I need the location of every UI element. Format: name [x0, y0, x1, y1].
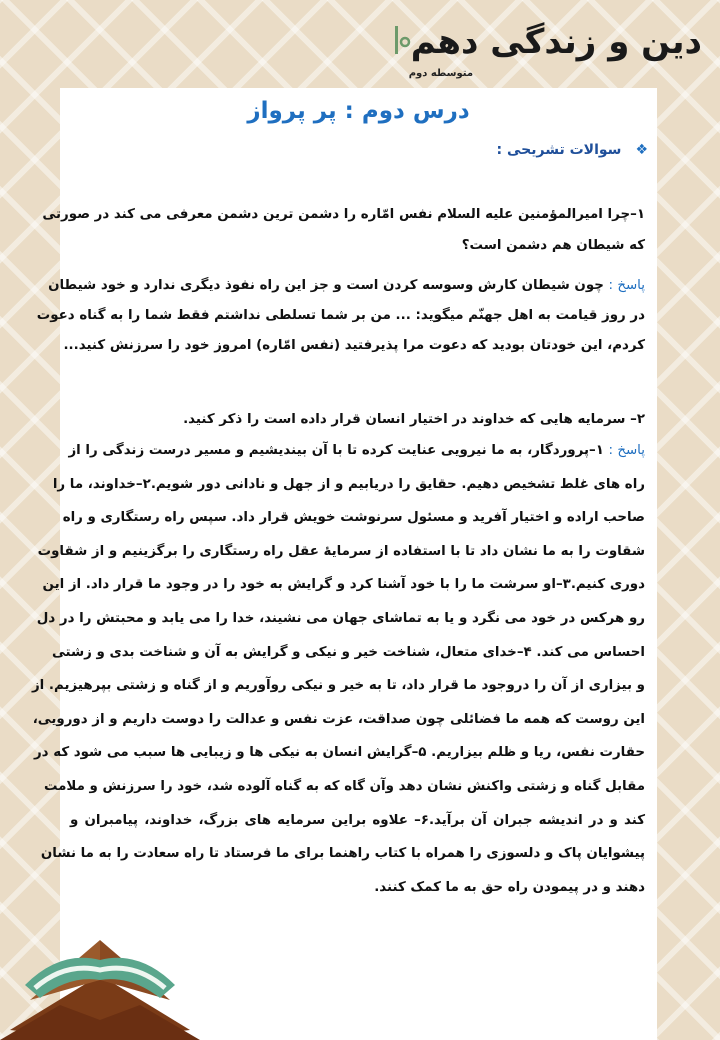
section-heading-text: سوالات تشریحی :: [496, 142, 622, 158]
answer-2: پیشوایان پاک و دلسوزی را همراه با کتاب راهنما برای ما فرستاد تا راه سعادت را به ما نشان: [40, 846, 645, 861]
answer-2: این روست که همه ما فضائلی چون صداقت، عزت نفس و عدالت را دوست داریم و از دورویی،: [32, 712, 645, 727]
logo-subtext: متوسطه دوم: [408, 68, 474, 79]
answer-1: کردم، این خودتان بودید که دعوت مرا پذیرفتید (نفس امّاره) امروز خود را سرزنش کنید...: [63, 338, 645, 353]
answer-2: مقابل گناه و زشتی واکنش نشان دهد وآن گاه که به گناه آلوده شد، خود را سرزنش و ملامت: [43, 779, 645, 794]
answer-2: شقاوت را به ما نشان داد تا با استفاده از سرمایهٔ عقل راه رستگاری را برگزینیم و از شقاوت: [37, 544, 645, 559]
answer-text: ۱–پروردگار، به ما نیرویی عنایت کرده تا با آن بیندیشیم و مسیر درست زندگی را از: [68, 443, 604, 458]
question-1: ۱–چرا امیرالمؤمنین علیه السلام نفس امّاره را دشمن ترین دشمن معرفی می کند در صورتی: [42, 207, 645, 222]
answer-2: کند و در اندیشه جبران آن برآید.۶– علاوه براین سرمایه های بزرگ، خداوند، پیامبران و: [70, 813, 645, 828]
section-heading: [497, 142, 648, 158]
answer-2: صاحب اراده و اختیار آفرید و مسئول سرنوشت خویش قرار داد. سپس راه رستگاری و راه: [62, 510, 645, 525]
quran-on-stand-icon: [0, 880, 200, 1040]
logo-text: دین و زندگی دهم: [410, 22, 702, 62]
answer-1: [48, 274, 645, 298]
answer-1: در روز قیامت به اهل جهنّم میگوید: ... من بر شما تسلطی نداشتم فقط شما را به گناه دعوت: [36, 308, 645, 323]
answer-label: پاسخ :: [608, 443, 645, 458]
answer-label: پاسخ :: [608, 278, 645, 293]
answer-2: راه های غلط تشخیص دهیم. حقایق را دریابیم و از جهل و نادانی دور شویم.۲–خداوند، ما را: [52, 477, 645, 492]
answer-2: دوری کنیم.۳–او سرشت ما را با خود آشنا کرد و گرایش به خود را در وجود ما قرار داد. از این: [42, 577, 645, 592]
answer-2: دهند و در پیمودن راه حق به ما کمک کنند.: [374, 880, 645, 895]
answer-text: چون شیطان کارش وسوسه کردن است و جز این راه نفوذ دیگری ندارد و خود شیطان: [48, 278, 604, 293]
logo-mark-icon: [391, 22, 411, 62]
logo: [408, 22, 702, 79]
page-title: درس دوم : پر پرواز: [247, 98, 470, 124]
answer-2: رو هرکس در خود می نگرد و یا به تماشای جهان می نشیند، خدا را می یابد و محبتش را در دل: [36, 611, 645, 626]
question-1: که شیطان هم دشمن است؟: [461, 238, 645, 253]
answer-2: احساس می کند. ۴–خدای متعال، شناخت خیر و نیکی و گرایش به آن و شناخت بدی و زشتی: [51, 645, 645, 660]
answer-2: و بیزاری از آن را دروجود ما قرار داد، تا به خیر و نیکی روآوریم و از گناه و زشتی بپرهیزیم. از: [31, 678, 645, 693]
question-2: ۲– سرمایه هایی که خداوند در اختیار انسان قرار داده است را ذکر کنید.: [183, 412, 645, 427]
four-diamond-bullet-icon: ❖: [635, 142, 648, 158]
answer-2: حقارت نفس، ریا و ظلم بیزاریم. ۵–گرایش انسان به نیکی ها و زیبایی ها سبب می شود که در: [33, 745, 645, 760]
answer-2: [70, 439, 645, 463]
